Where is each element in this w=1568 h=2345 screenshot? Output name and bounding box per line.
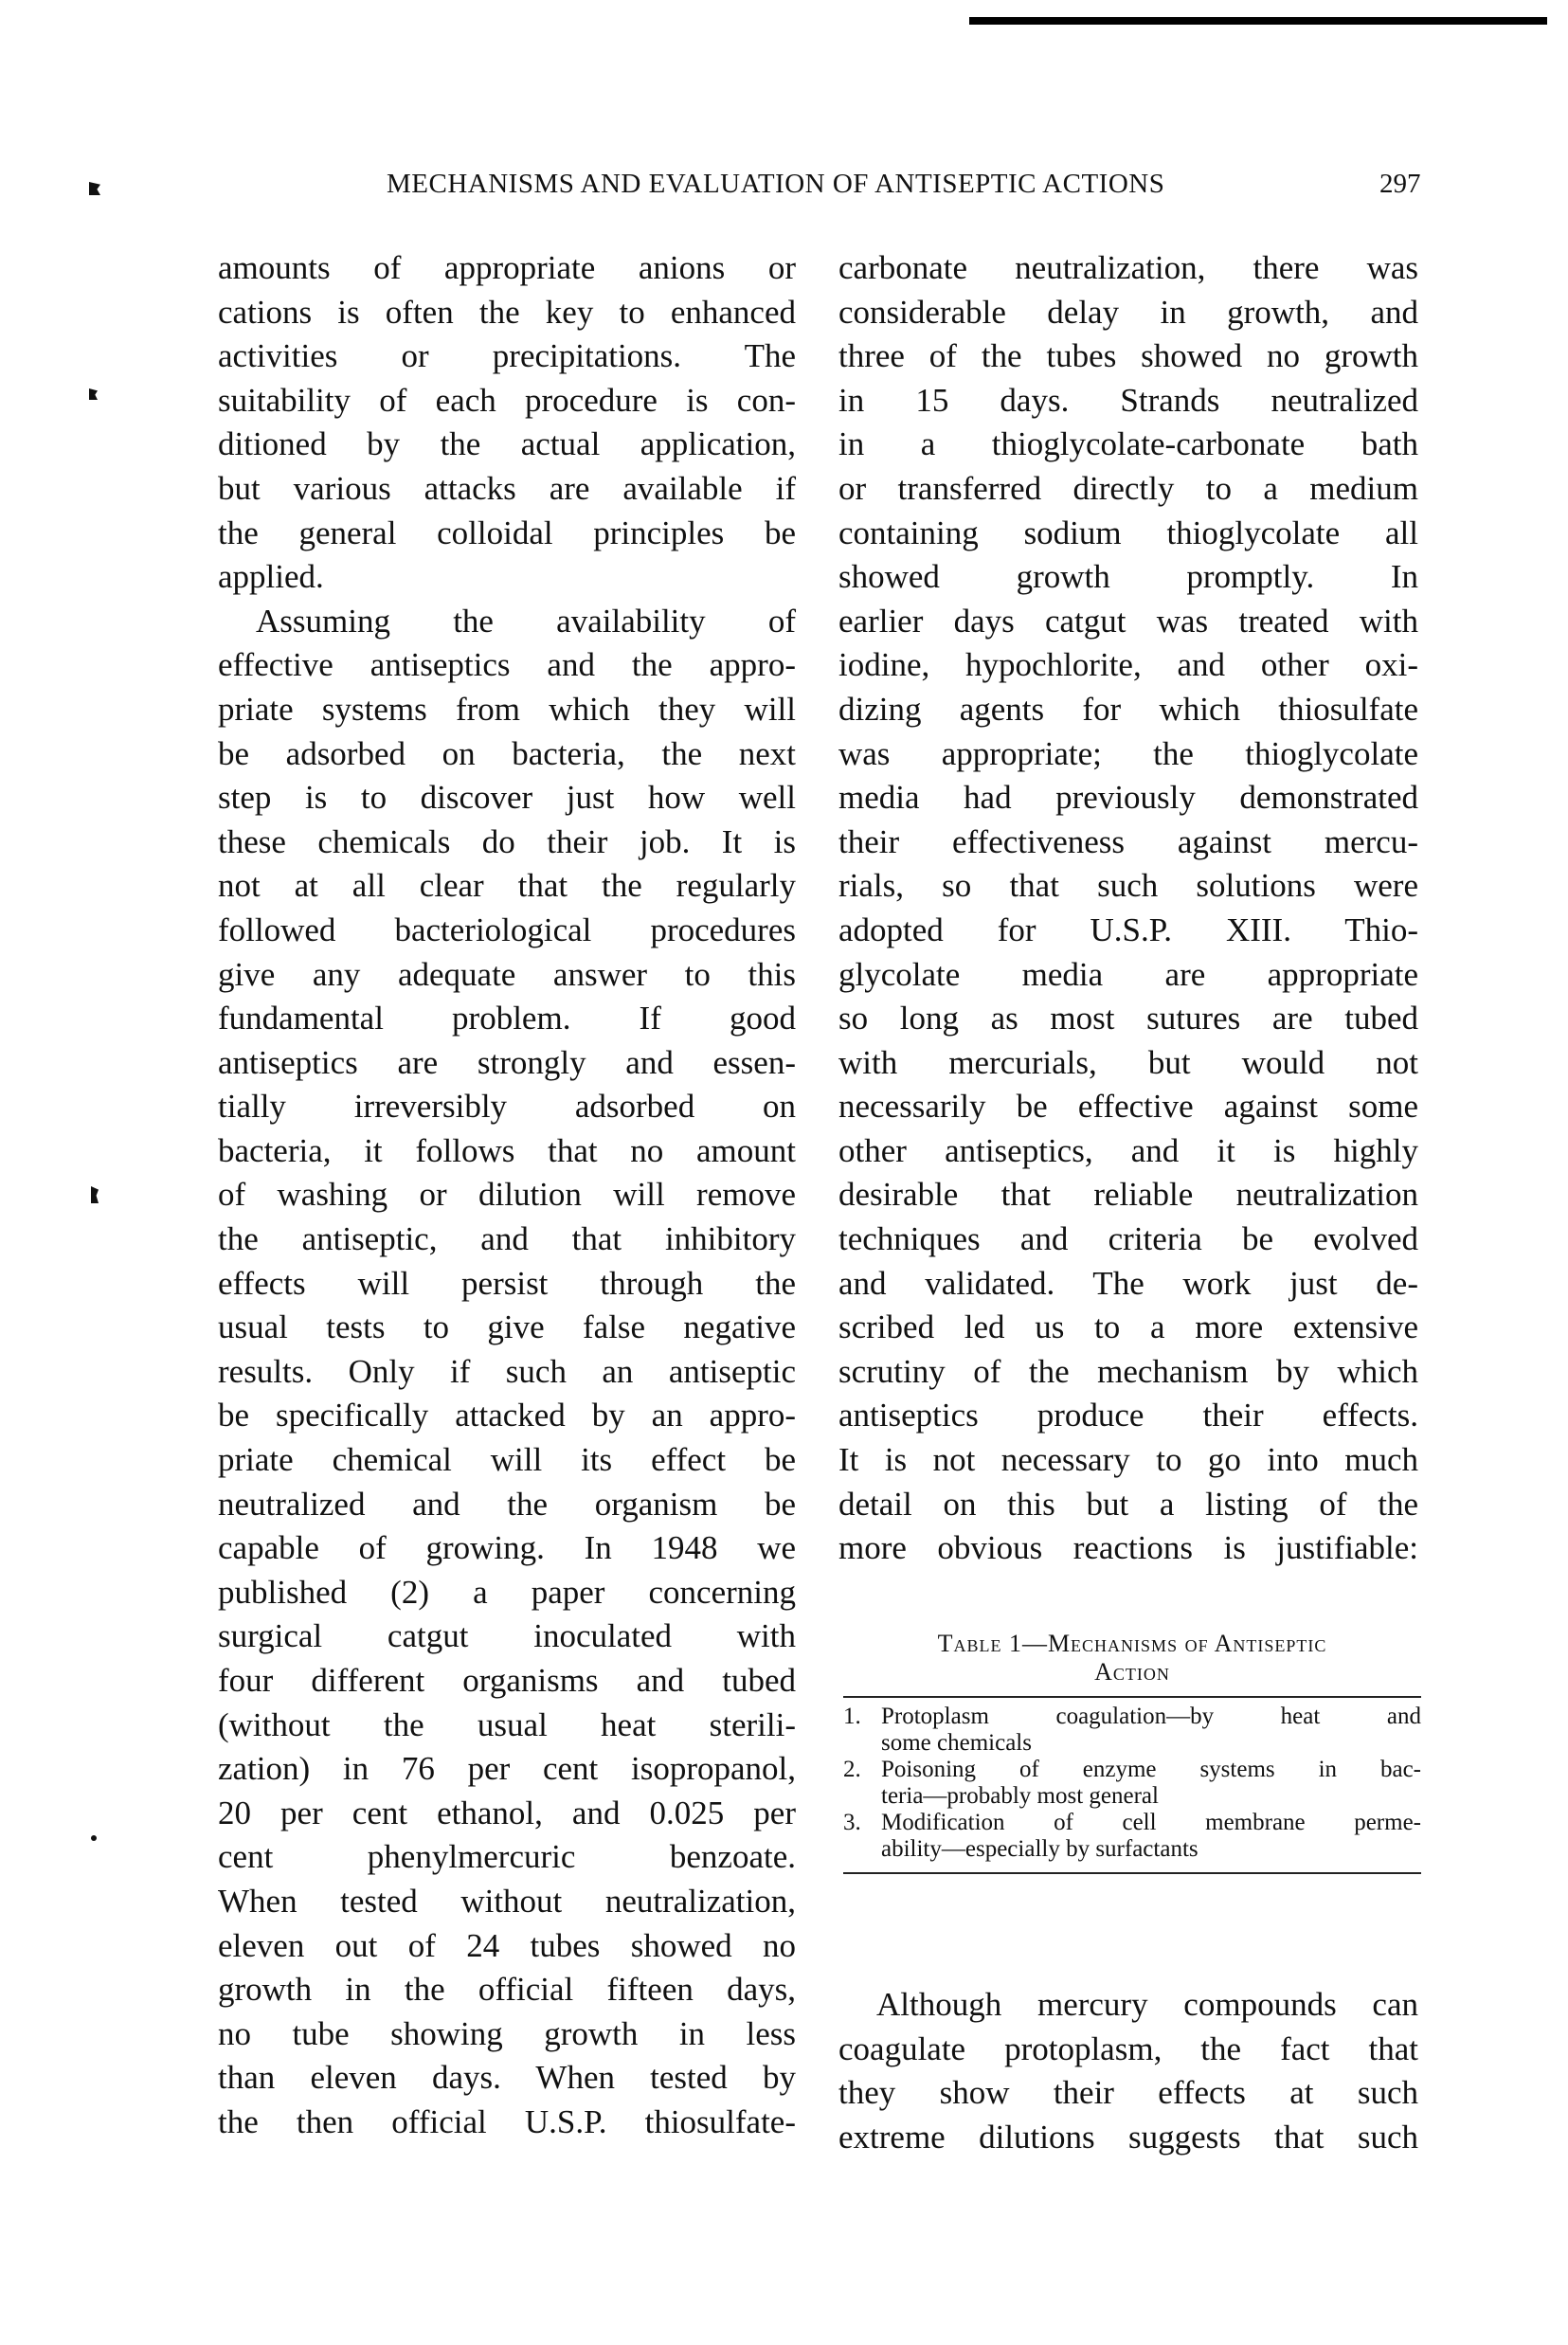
text-line: antiseptics produce their effects. <box>838 1397 1418 1434</box>
text-line: extreme dilutions suggests that such <box>838 2118 1418 2156</box>
text-line: 20 per cent ethanol, and 0.025 per <box>218 1794 796 1831</box>
table-row-number: 1. <box>843 1704 861 1729</box>
text-line: growth in the official fifteen days, <box>218 1971 796 2009</box>
table-row-line: ability—especially by surfactants <box>881 1836 1199 1862</box>
text-line: iodine, hypochlorite, and other oxi- <box>838 646 1418 684</box>
text-line: step is to discover just how well <box>218 779 796 817</box>
text-line: capable of growing. In 1948 we <box>218 1529 796 1567</box>
table-1 <box>843 1630 1421 1880</box>
text-line: (without the usual heat sterili- <box>218 1705 796 1743</box>
running-head: MECHANISMS AND EVALUATION OF ANTISEPTIC ACTIONS <box>387 169 1165 199</box>
text-line: media had previously demonstrated <box>838 779 1418 817</box>
scan-margin-mark <box>91 1186 99 1203</box>
text-line: containing sodium thioglycolate all <box>838 514 1418 551</box>
text-line: necessarily be effective against some <box>838 1088 1418 1126</box>
text-line: rials, so that such solutions were <box>838 867 1418 905</box>
text-line: suitability of each procedure is con- <box>218 381 796 419</box>
text-line: glycolate media are appropriate <box>838 955 1418 993</box>
scan-margin-mark <box>89 182 100 195</box>
text-line: neutralized and the organism be <box>218 1485 796 1523</box>
text-line: techniques and criteria be evolved <box>838 1220 1418 1258</box>
text-line: bacteria, it follows that no amount <box>218 1131 796 1169</box>
text-line: their effectiveness against mercu- <box>838 822 1418 860</box>
scan-top-rule <box>969 17 1547 25</box>
text-line: but various attacks are available if <box>218 469 796 507</box>
text-line: tially irreversibly adsorbed on <box>218 1088 796 1126</box>
text-line: give any adequate answer to this <box>218 955 796 993</box>
text-line: considerable delay in growth, and <box>838 293 1418 331</box>
right-column <box>838 246 1418 1571</box>
text-line: the antiseptic, and that inhibitory <box>218 1220 796 1258</box>
text-line: so long as most sutures are tubed <box>838 1000 1418 1037</box>
text-line: results. Only if such an antiseptic <box>218 1352 796 1390</box>
page-number: 297 <box>1379 169 1421 199</box>
text-line: three of the tubes showed no growth <box>838 337 1418 375</box>
table-row-number: 3. <box>843 1810 861 1835</box>
table-title: Table 1—Mechanisms of Antiseptic <box>937 1630 1327 1657</box>
text-line: showed growth promptly. In <box>838 558 1418 596</box>
scan-margin-dot <box>91 1835 97 1841</box>
text-line: effects will persist through the <box>218 1264 796 1302</box>
table-row-text <box>881 1810 1421 1863</box>
text-line: ditioned by the actual application, <box>218 425 796 463</box>
text-line: not at all clear that the regularly <box>218 867 796 905</box>
text-line: earlier days catgut was treated with <box>838 602 1418 640</box>
text-line: adopted for U.S.P. XIII. Thio- <box>838 911 1418 948</box>
table-row-number: 2. <box>843 1757 861 1782</box>
table-row-line: Modification of cell membrane perme- <box>881 1810 1421 1835</box>
text-line: surgical catgut inoculated with <box>218 1617 796 1655</box>
text-line: desirable that reliable neutralization <box>838 1176 1418 1214</box>
text-line: was appropriate; the thioglycolate <box>838 734 1418 772</box>
table-bottom-rule <box>843 1872 1421 1874</box>
text-line: zation) in 76 per cent isopropanol, <box>218 1750 796 1788</box>
text-line: published (2) a paper concerning <box>218 1573 796 1611</box>
text-line: applied. <box>218 558 324 596</box>
table-row <box>843 1757 1421 1810</box>
scan-margin-mark <box>89 388 98 400</box>
text-line: effective antiseptics and the appro- <box>218 646 796 684</box>
text-line: antiseptics are strongly and essen- <box>218 1043 796 1081</box>
text-line: the general colloidal principles be <box>218 514 796 551</box>
table-row-text <box>881 1704 1421 1757</box>
text-line: of washing or dilution will remove <box>218 1176 796 1214</box>
text-line: be adsorbed on bacteria, the next <box>218 734 796 772</box>
text-line: eleven out of 24 tubes showed no <box>218 1926 796 1964</box>
text-line: Although mercury compounds can <box>876 1986 1418 2023</box>
table-title-cont: Action <box>1094 1658 1170 1686</box>
text-line: scribed led us to a more extensive <box>838 1308 1418 1346</box>
text-line: scrutiny of the mechanism by which <box>838 1352 1418 1390</box>
text-line: or transferred directly to a medium <box>838 469 1418 507</box>
text-line: priate systems from which they will <box>218 690 796 728</box>
text-line: priate chemical will its effect be <box>218 1441 796 1479</box>
text-line: cations is often the key to enhanced <box>218 293 796 331</box>
text-line: four different organisms and tubed <box>218 1662 796 1699</box>
right-column-continued <box>838 1983 1418 2159</box>
text-line: cent phenylmercuric benzoate. <box>218 1838 796 1876</box>
table-row <box>843 1704 1421 1757</box>
text-line: usual tests to give false negative <box>218 1308 796 1346</box>
text-line: they show their effects at such <box>838 2074 1418 2112</box>
text-line: activities or precipitations. The <box>218 337 796 375</box>
text-line: no tube showing growth in less <box>218 2014 796 2052</box>
table-row-line: teria—probably most general <box>881 1783 1159 1809</box>
text-line: these chemicals do their job. It is <box>218 822 796 860</box>
text-line: followed bacteriological procedures <box>218 911 796 948</box>
table-row <box>843 1810 1421 1863</box>
text-line: dizing agents for which thiosulfate <box>838 690 1418 728</box>
text-line: carbonate neutralization, there was <box>838 249 1418 286</box>
text-line: with mercurials, but would not <box>838 1043 1418 1081</box>
table-row-text <box>881 1757 1421 1810</box>
text-line: the then official U.S.P. thiosulfate- <box>218 2102 796 2140</box>
text-line: coagulate protoplasm, the fact that <box>838 2029 1418 2067</box>
table-row-line: Poisoning of enzyme systems in bac- <box>881 1757 1421 1782</box>
table-row-line: Protoplasm coagulation—by heat and <box>881 1704 1421 1729</box>
text-line: in 15 days. Strands neutralized <box>838 381 1418 419</box>
text-line: fundamental problem. If good <box>218 1000 796 1037</box>
text-line: more obvious reactions is justifiable: <box>838 1529 1418 1567</box>
text-line: amounts of appropriate anions or <box>218 249 796 286</box>
text-line: be specifically attacked by an appro- <box>218 1397 796 1434</box>
table-items <box>843 1704 1421 1863</box>
text-line: than eleven days. When tested by <box>218 2059 796 2097</box>
text-line: other antiseptics, and it is highly <box>838 1131 1418 1169</box>
text-line: When tested without neutralization, <box>218 1882 796 1920</box>
text-line: Assuming the availability of <box>256 602 796 640</box>
text-line: and validated. The work just de- <box>838 1264 1418 1302</box>
table-row-line: some chemicals <box>881 1730 1032 1756</box>
table-top-rule <box>843 1696 1421 1698</box>
text-line: detail on this but a listing of the <box>838 1485 1418 1523</box>
text-line: It is not necessary to go into much <box>838 1441 1418 1479</box>
left-column <box>218 246 796 2145</box>
text-line: in a thioglycolate-carbonate bath <box>838 425 1418 463</box>
